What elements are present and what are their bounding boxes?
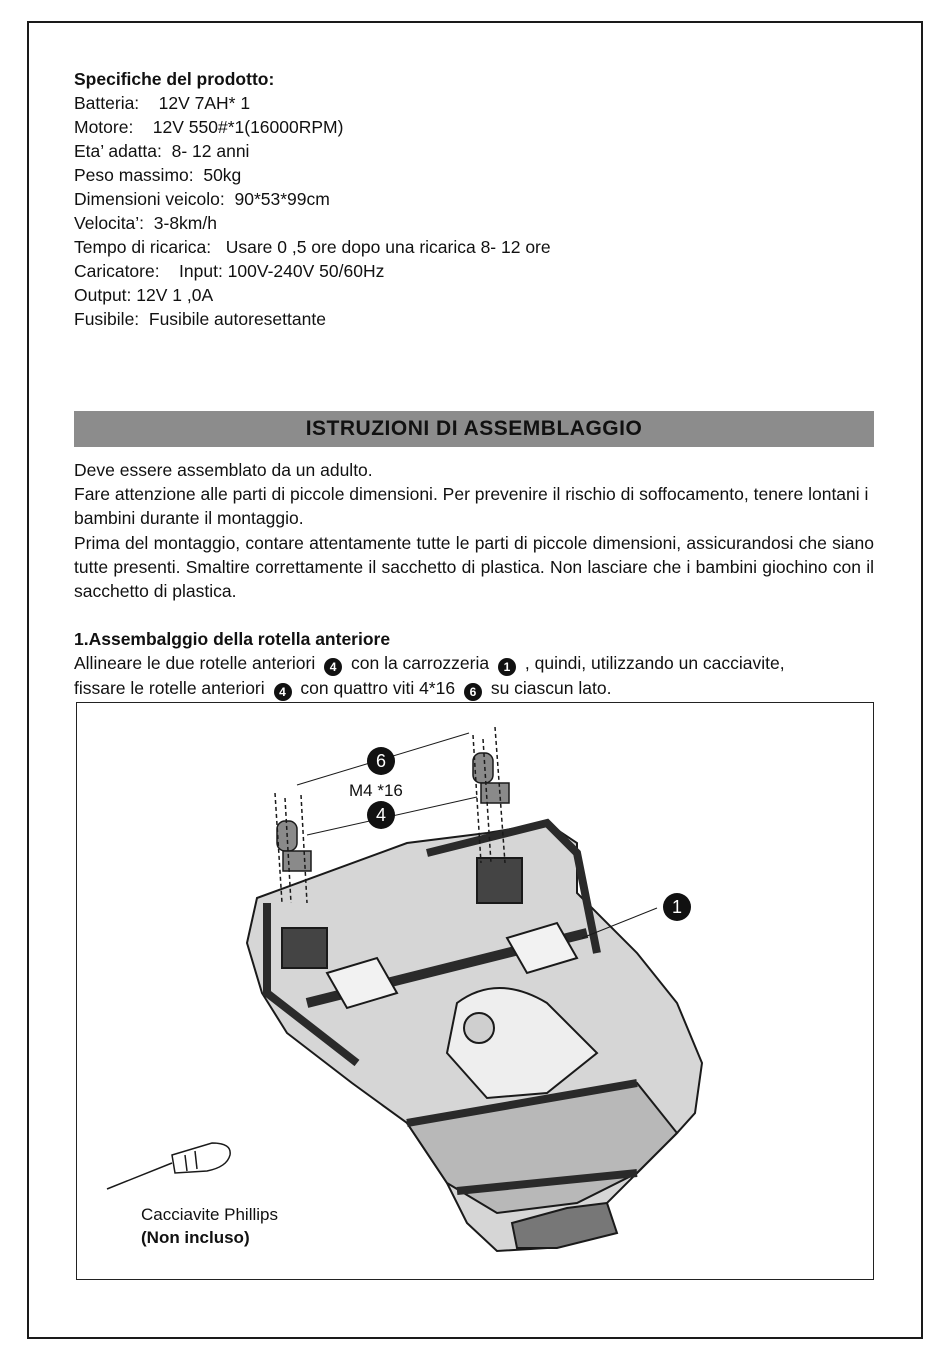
spec-row: Output: 12V 1 ,0A (74, 285, 214, 305)
step-text: , quindi, utilizzando un cacciavite, (524, 653, 785, 673)
spec-row: Peso massimo: 50kg (74, 165, 242, 185)
part-number-badge: 4 (274, 683, 292, 701)
intro-paragraph: Fare attenzione alle parti di piccole dimensioni. Per prevenire il rischio di soffocamento, tenere lontani i bambini durante il montaggio. (74, 484, 869, 529)
intro-text (74, 458, 874, 603)
step-text: su ciascun lato. (490, 678, 612, 698)
screwdriver-note: (Non incluso) (141, 1228, 250, 1247)
spec-row: Eta’ adatta: 8- 12 anni (74, 141, 250, 161)
spec-row: Tempo di ricarica: Usare 0 ,5 ore dopo una ricarica 8- 12 ore (74, 237, 551, 257)
spec-row: Batteria: 12V 7AH* 1 (74, 93, 251, 113)
assembly-figure (76, 702, 874, 1280)
spec-row: Velocita’: 3-8km/h (74, 213, 217, 233)
intro-paragraph: Deve essere assemblato da un adulto. (74, 460, 373, 480)
specifications-title: Specifiche del prodotto: (74, 69, 275, 89)
callout-part-6: 6 (367, 747, 395, 775)
kart-assembly-illustration (77, 703, 873, 1279)
step-1-section (74, 627, 894, 701)
part-number-badge: 4 (324, 658, 342, 676)
spec-row: Motore: 12V 550#*1(16000RPM) (74, 117, 344, 137)
step-title: 1.Assembalggio della rotella anteriore (74, 629, 391, 649)
screw-size-label: M4 *16 (349, 781, 403, 800)
spec-row: Caricatore: Input: 100V-240V 50/60Hz (74, 261, 385, 281)
spec-row: Fusibile: Fusibile autoresettante (74, 309, 326, 329)
part-number-badge: 6 (464, 683, 482, 701)
step-line-1 (74, 651, 894, 676)
screwdriver-drawing (107, 1143, 230, 1189)
step-text: Allineare le due rotelle anteriori (74, 653, 316, 673)
step-text: con la carrozzeria (351, 653, 490, 673)
spec-row: Dimensioni veicolo: 90*53*99cm (74, 189, 330, 209)
intro-paragraph: Prima del montaggio, contare attentamente tutte le parti di piccole dimensioni, assicurandosi che siano tutte presenti. Smaltire correttamente il sacchetto di plastica. Non lasciare che i bambini giochino con il sacchetto di plastica. (74, 532, 874, 602)
step-text: con quattro viti 4*16 (300, 678, 456, 698)
callout-part-1: 1 (663, 893, 691, 921)
kart-body-drawing (247, 823, 702, 1251)
step-line-2 (74, 676, 894, 701)
step-text: fissare le rotelle anteriori (74, 678, 265, 698)
banner-title: ISTRUZIONI DI ASSEMBLAGGIO (305, 417, 643, 440)
callout-part-4: 4 (367, 801, 395, 829)
part-number-badge: 1 (498, 658, 516, 676)
specifications-section (74, 67, 551, 331)
screwdriver-label: Cacciavite Phillips (141, 1205, 278, 1224)
assembly-instructions-banner (74, 411, 874, 447)
